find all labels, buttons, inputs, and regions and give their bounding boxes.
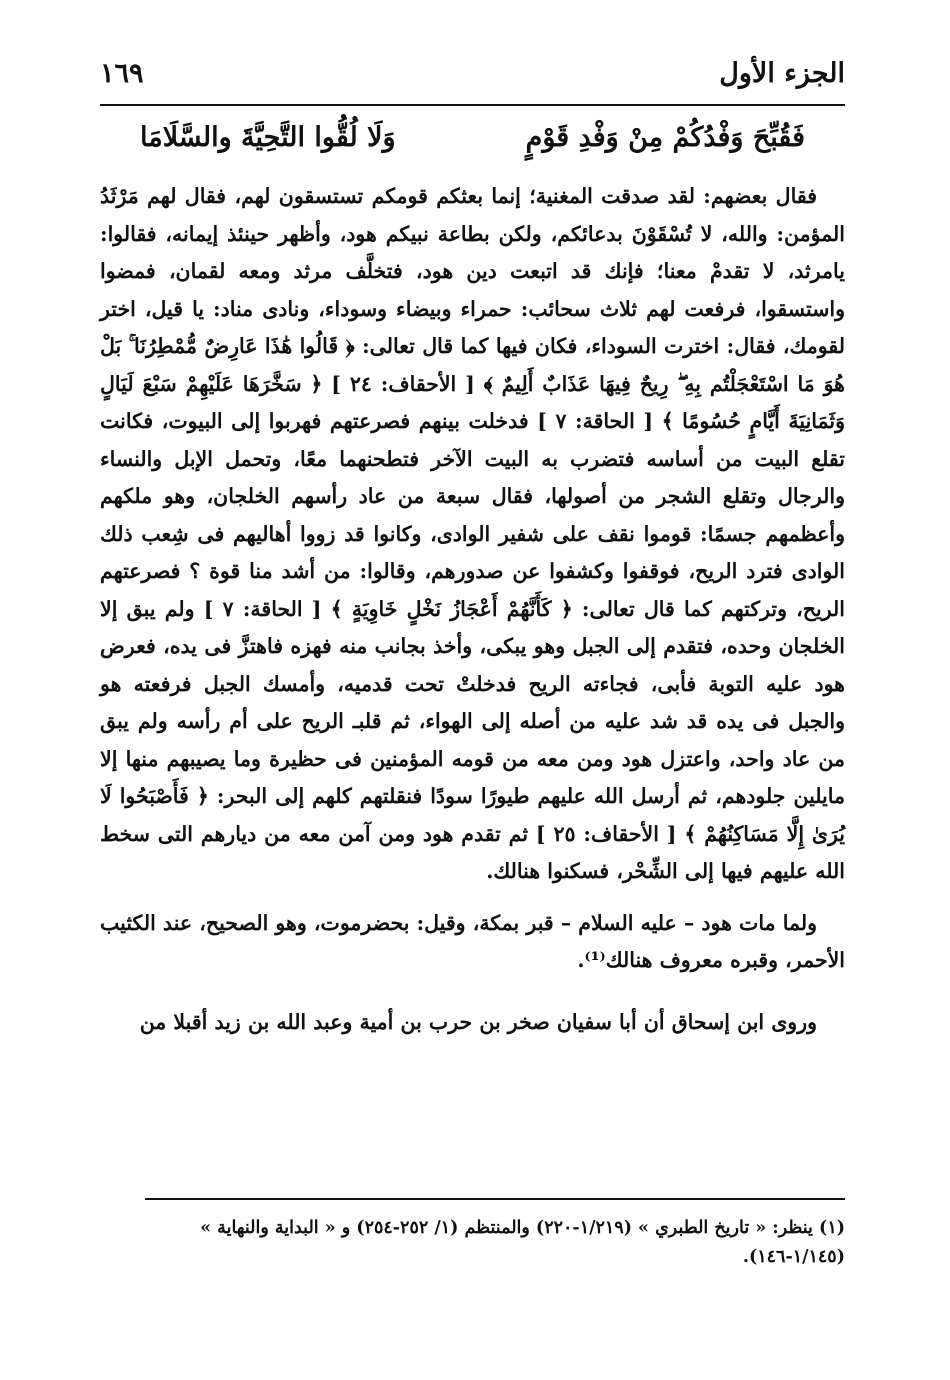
verse-second-hemistich: وَلَا لُقُّوا التَّحِيَّةَ والسَّلَامَا <box>140 122 396 153</box>
footnote-text: (١) ينظر: « تاريخ الطبري » (١/٢١٩-٢٢٠) والمنتظم (١/ ٢٥٢-٢٥٤) و « البداية والنهاية » (١/١٤٥-١٤٦). <box>200 1218 845 1267</box>
header-divider <box>100 104 845 106</box>
book-page <box>100 0 845 1380</box>
paragraph: وروى ابن إسحاق أن أبا سفيان صخر بن حرب بن أمية وعبد الله بن زيد أقبلا من <box>139 1009 817 1034</box>
footnote <box>100 1214 845 1272</box>
page-header <box>100 58 845 98</box>
main-text <box>100 178 845 1041</box>
running-head: الجزء الأول <box>719 58 845 89</box>
poetry-verse <box>120 122 825 168</box>
page-number: ١٦٩ <box>100 58 144 89</box>
verse-first-hemistich: فَقُبِّحَ وَفْدُكُمْ مِنْ وَفْدِ قَوْمٍ <box>525 122 805 153</box>
paragraph: فقال بعضهم: لقد صدقت المغنية؛ إنما بعثكم قومكم تستسقون لهم، فقال لهم مَرْثَدُ المؤمن: والله، لا تُسْقَوْنَ بدعائكم، ولكن بطاعة نبيكم هود، وأظهر حينئذ إيمانه، فقالوا: يامرثد، لا تقدمْ معنا؛ فإنك قد اتبعت دين هود، فتخلَّف مرثد ومعه لقمان، فمضوا واستسقوا، فرفعت لهم ثلاث سحائب: حمراء وبيضاء وسوداء، ونادى مناد: يا قيل، اختر لقومك، فقال: اخترت السوداء، فكان فيها كما قال تعالى: ﴿ قَالُوا هَٰذَا عَارِضٌ مُّمْطِرُنَا ۚ بَلْ هُوَ مَا اسْتَعْجَلْتُم بِهِ ۖ رِيحٌ فِيهَا عَذَابٌ أَلِيمٌ ﴾ [ الأحقاف: ٢٤ ] ﴿ سَخَّرَهَا عَلَيْهِمْ سَبْعَ لَيَالٍ وَثَمَانِيَةَ أَيَّامٍ حُسُومًا ﴾ [ الحاقة: ٧ ] فدخلت بينهم فصرعتهم فهربوا إلى البيوت، فكانت تقلع البيت من أساسه فتضرب به البيت الآخر فتطحنهما معًا، وتحمل الإبل والنساء والرجال وتقلع الشجر من أصولها، فقال سبعة من عاد رأسهم الخلجان، وهو ملكهم وأعظمهم جسمًا: قوموا نقف على شفير الوادى، وكانوا قد زووا أهاليهم فى شِعب ذلك الوادى فترد الريح، فوقفوا وكشفوا عن صدورهم، وقالوا: من أشد منا قوة ؟ فصرعتهم الريح، وتركتهم كما قال تعالى: ﴿ كَأَنَّهُمْ أَعْجَازُ نَخْلٍ خَاوِيَةٍ ﴾ [ الحاقة: ٧ ] ولم يبق إلا الخلجان وحده، فتقدم إلى الجبل وهو يبكى، وأخذ بجانب منه فهزه فاهتزَّ فى يده، فعرض هود عليه التوبة فأبى، فجاءته الريح فدخلتْ تحت قدميه، وأمسك الجبل فرفعته هو والجبل فى يده قد شد عليه من أصله إلى الهواء، ثم قلبـ الريح على أم رأسه ولم يبق من عاد واحد، واعتزل هود ومن معه من قومه المؤمنين فى حظيرة وما يصيبهم منها إلا مايلين جلودهم، ثم أرسل الله عليهم طيورًا سودًا فنقلتهم كلهم إلى البحر: ﴿ فَأَصْبَحُوا لَا يُرَىٰ إِلَّا مَسَاكِنُهُمْ ﴾ [ الأحقاف: ٢٥ ] ثم تقدم هود ومن آمن معه من ديارهم التى سخط الله عليهم فيها إلى الشِّحْر، فسكنوا هنالك. <box>100 184 845 883</box>
footnote-divider <box>145 1198 845 1200</box>
paragraph: ولما مات هود – عليه السلام – قبر بمكة، وقيل: بحضرموت، وهو الصحيح، عند الكثيب الأحمر، وقبره معروف هنالك⁽¹⁾. <box>100 910 845 972</box>
